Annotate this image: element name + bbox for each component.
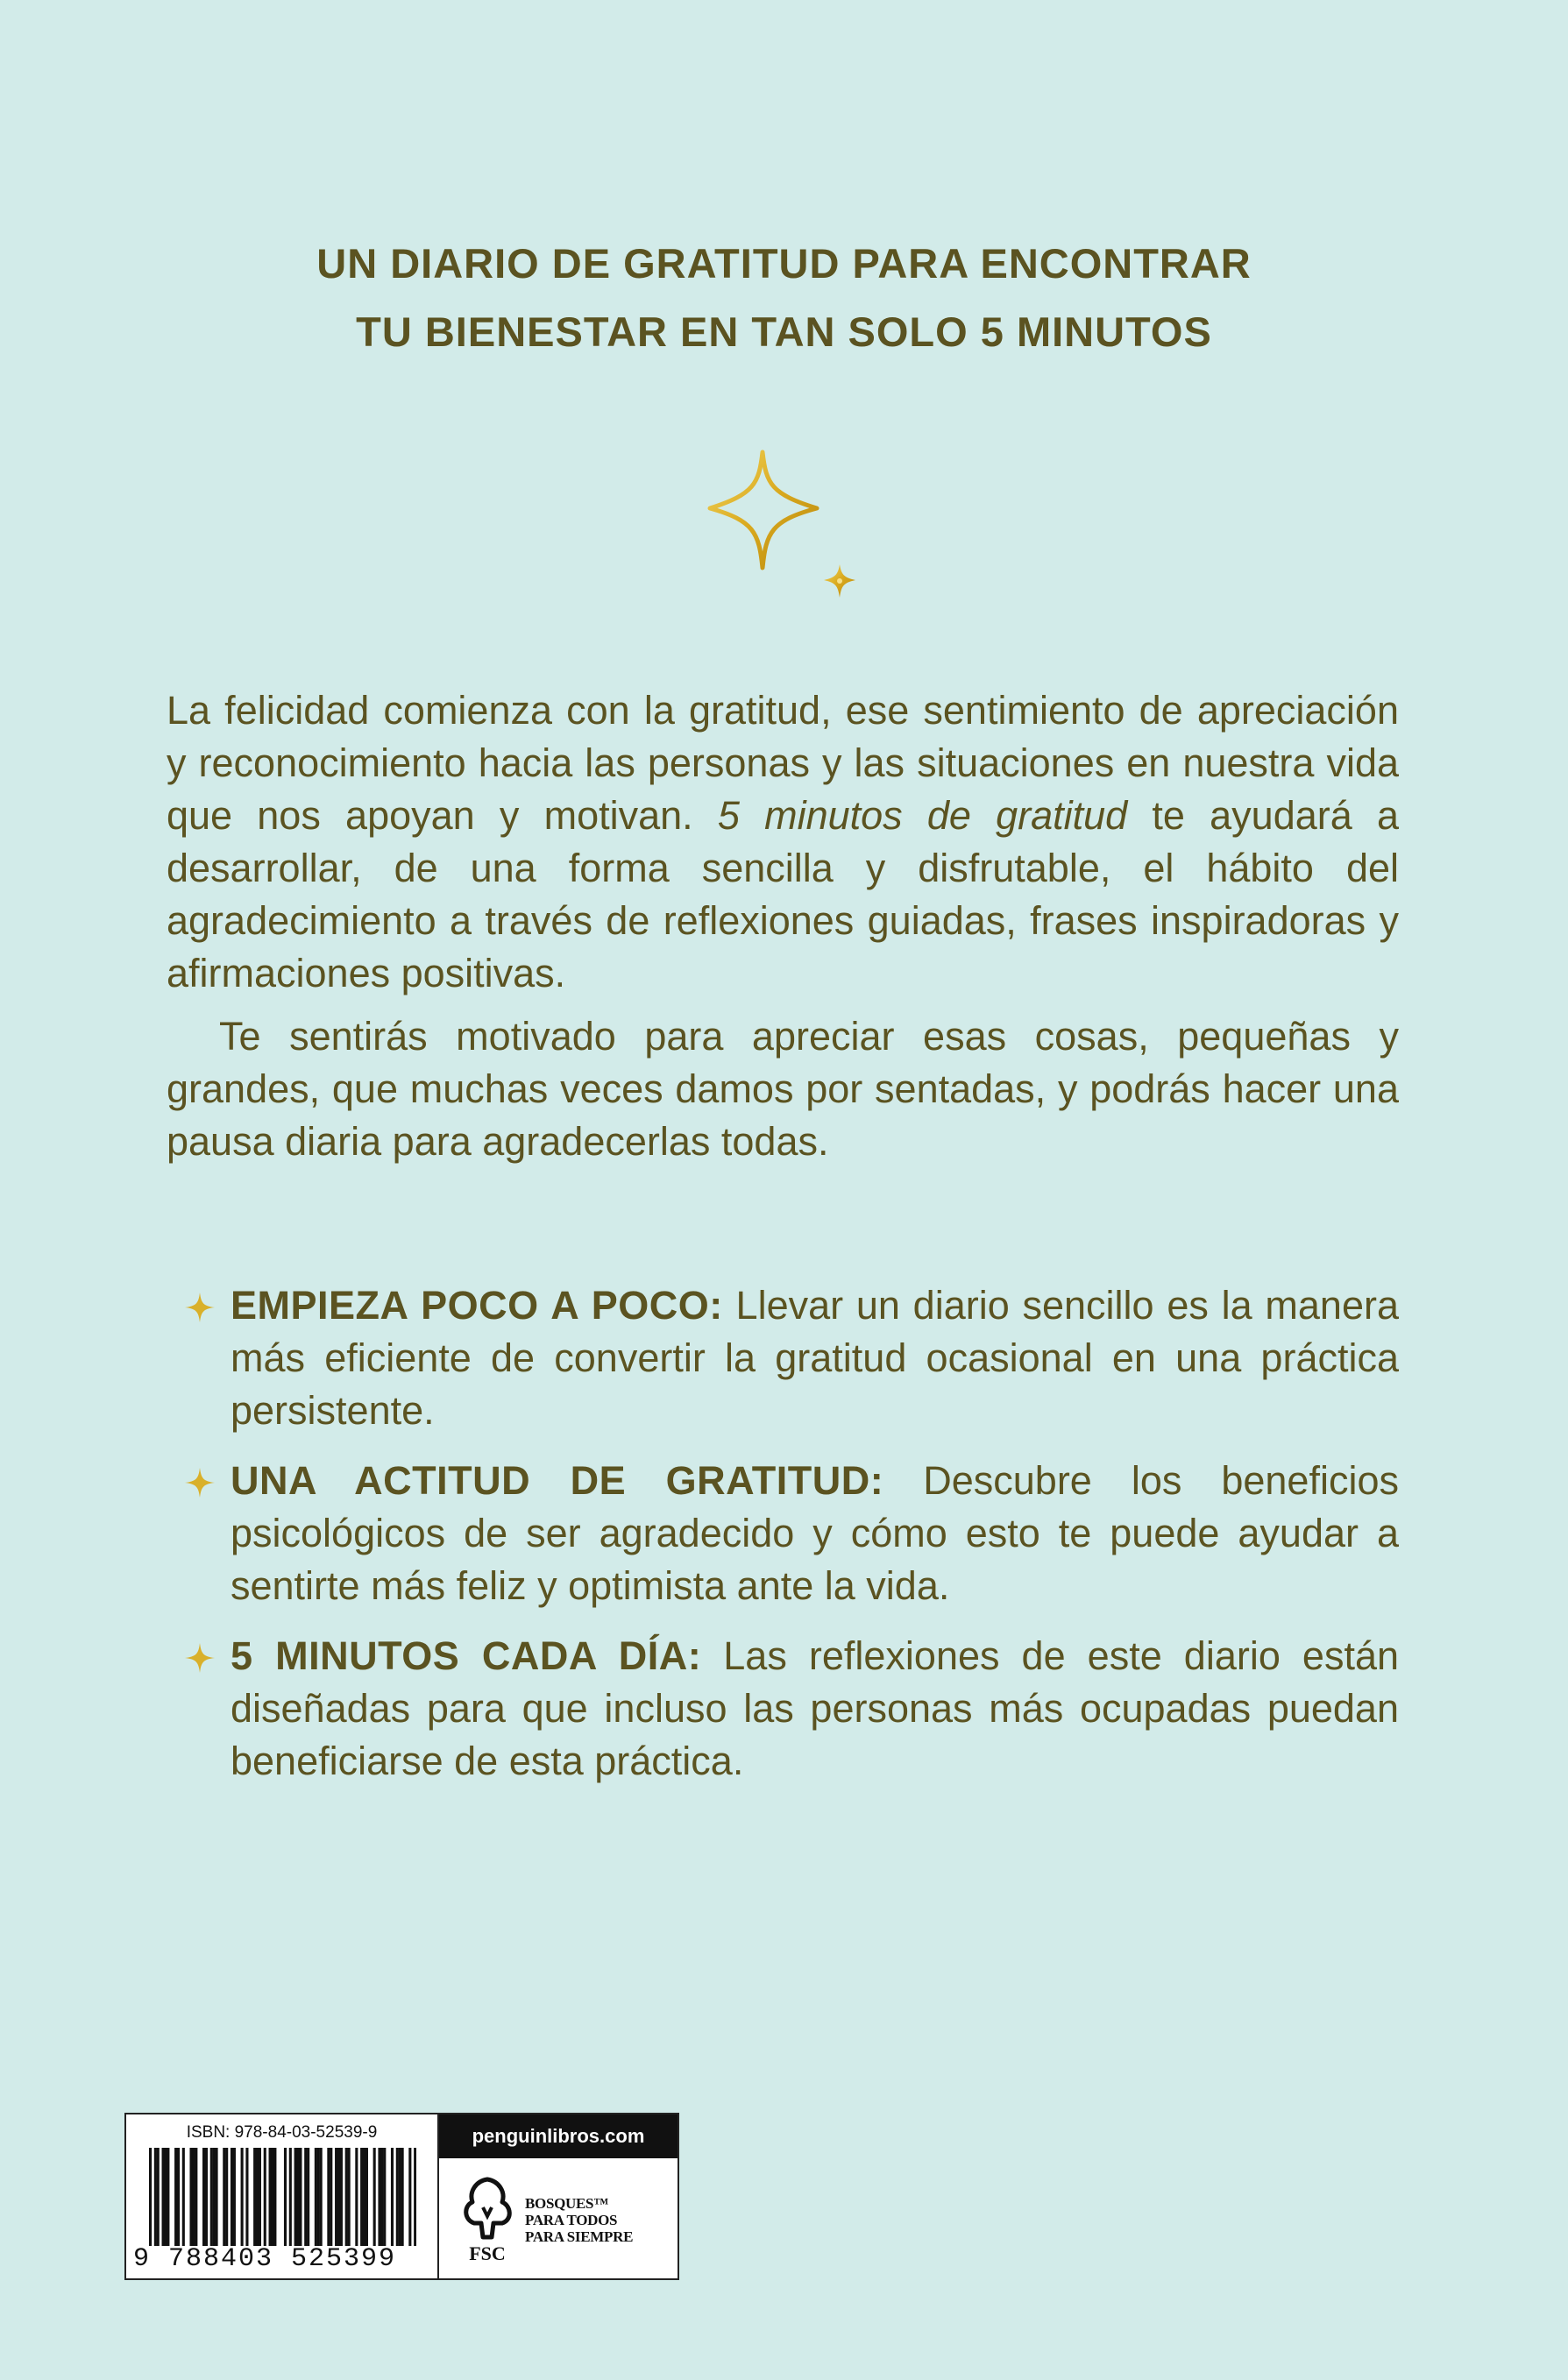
feature-item <box>167 1630 1399 1788</box>
barcode-digits: 9 788403 525399 <box>133 2244 397 2274</box>
feature-text: Llevar un diario sencillo es la manera más eficiente de convertir la gratitud ocasional en una práctica persistente. <box>231 1283 1399 1433</box>
fsc-slogan <box>525 2195 674 2245</box>
description-paragraph-2: Te sentirás motivado para apreciar esas cosas, pequeñas y grandes, que muchas veces damos por sentadas, y podrás hacer una pausa diaria para agradecerlas todas. <box>167 1014 1399 1164</box>
publisher-website: penguinlibros.com <box>439 2114 678 2158</box>
fsc-slogan-line-2: PARA TODOS <box>525 2212 618 2228</box>
sparkle-bullet-icon <box>184 1642 216 1674</box>
sparkle-bullet-icon <box>184 1467 216 1498</box>
feature-title: EMPIEZA POCO A POCO: <box>231 1283 723 1328</box>
barcode-icon <box>149 2148 416 2246</box>
headline <box>0 230 1568 366</box>
barcode-panel <box>126 2114 439 2278</box>
barcode-box <box>124 2113 679 2280</box>
book-title-italic: 5 minutos de gratitud <box>717 793 1128 838</box>
feature-text: Las reflexiones de este diario están diseñadas para que incluso las personas más ocupadas puedan beneficiarse de esta práctica. <box>231 1633 1399 1783</box>
feature-text: Descubre los beneficios psicológicos de ser agradecido y cómo esto te puede ayudar a sentirte más feliz y optimista ante la vida. <box>231 1458 1399 1608</box>
isbn-label: ISBN: 978-84-03-52539-9 <box>186 2123 378 2142</box>
fsc-slogan-line-3: PARA SIEMPRE <box>525 2228 634 2245</box>
fsc-slogan-line-1: BOSQUES™ <box>525 2195 608 2212</box>
description-paragraph-1: La felicidad comienza con la gratitud, ese sentimiento de apreciación y reconocimiento hacia las personas y las situaciones en nuestra vida que nos apoyan y motivan. 5 minutos de gratitud te ayudará a desarrollar, de una forma sencilla y disfrutable, el hábito del agradecimiento a través de reflexiones guiadas, frases inspiradoras y afirmaciones positivas. <box>167 688 1400 995</box>
feature-item <box>167 1455 1399 1612</box>
fsc-tree-logo-icon <box>457 2172 518 2269</box>
publisher-panel <box>439 2114 678 2278</box>
sparkle-bullet-icon <box>184 1292 216 1323</box>
headline-line-2: TU BIENESTAR EN TAN SOLO 5 MINUTOS <box>356 308 1212 355</box>
sparkle-stars-icon <box>701 449 876 606</box>
feature-title: UNA ACTITUD DE GRATITUD: <box>231 1458 884 1503</box>
fsc-text-icon-label: FSC <box>469 2242 506 2264</box>
description <box>167 684 1399 1168</box>
feature-item <box>167 1279 1399 1437</box>
headline-line-1: UN DIARIO DE GRATITUD PARA ENCONTRAR <box>316 240 1252 287</box>
feature-list <box>167 1279 1399 1805</box>
large-sparkle-icon <box>710 452 817 568</box>
feature-title: 5 MINUTOS CADA DÍA: <box>231 1633 702 1678</box>
